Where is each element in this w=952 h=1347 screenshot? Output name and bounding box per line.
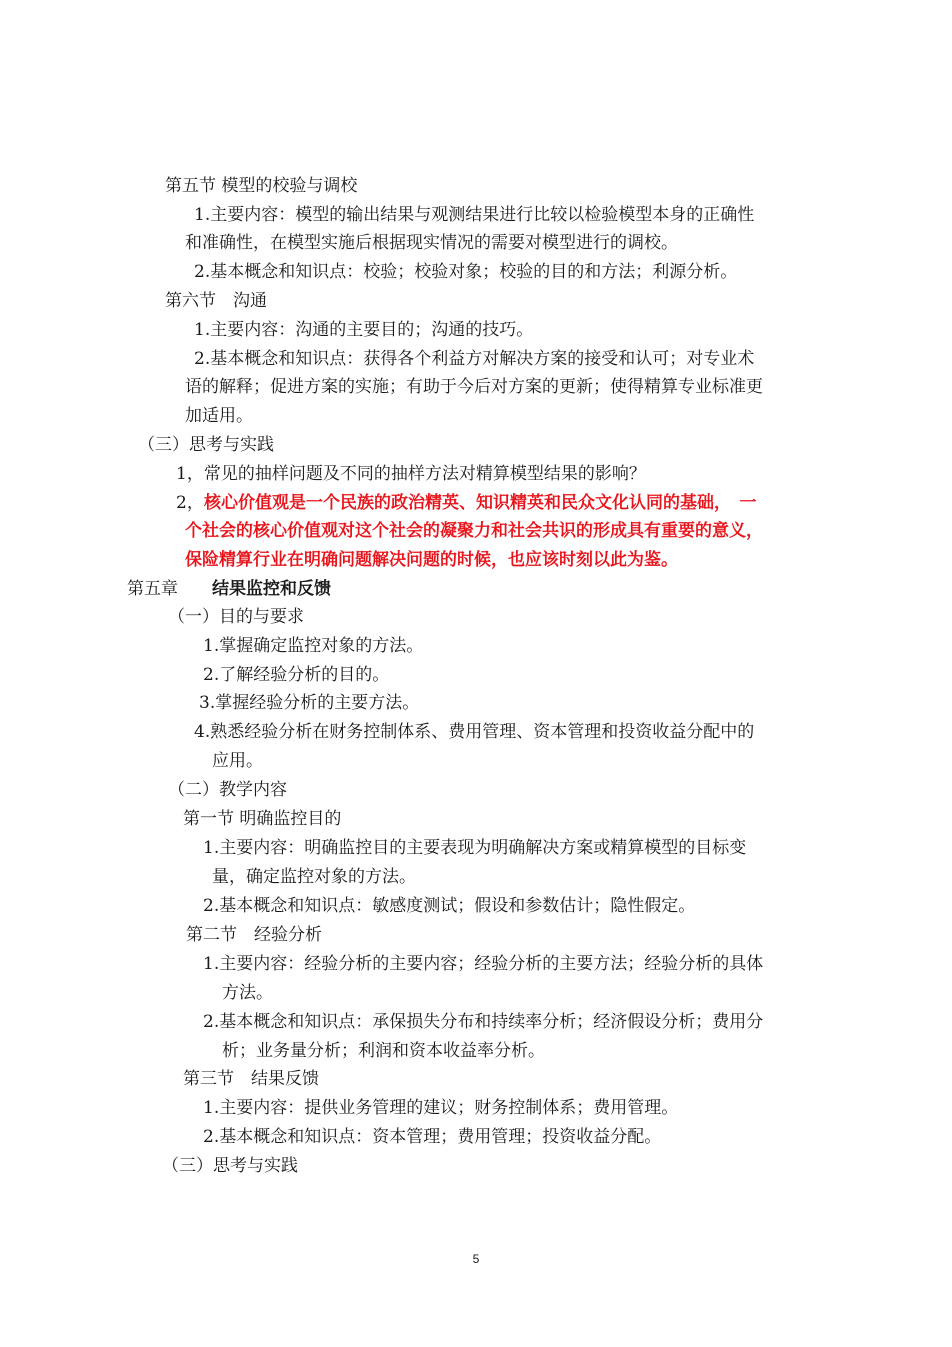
paragraph-line: 2.基本概念和知识点：承保损失分布和持续率分析；经济假设分析；费用分 [203, 1012, 764, 1032]
list-item: 1.掌握确定监控对象的方法。 [203, 636, 424, 656]
question-number: 2， [176, 493, 204, 513]
paragraph-line: 和准确性，在模型实施后根据现实情况的需要对模型进行的调校。 [185, 233, 678, 253]
paragraph-line: 2.基本概念和知识点：资本管理；费用管理；投资收益分配。 [203, 1127, 662, 1147]
subsection-heading: （一）目的与要求 [168, 607, 304, 627]
subsection-heading: （三）思考与实践 [138, 435, 274, 455]
paragraph-line: 方法。 [222, 983, 273, 1003]
paragraph-line: 2.基本概念和知识点：校验；校验对象；校验的目的和方法；利源分析。 [194, 262, 738, 282]
chapter-title: 结果监控和反馈 [212, 579, 331, 599]
paragraph-line: 1.主要内容：模型的输出结果与观测结果进行比较以检验模型本身的正确性 [194, 205, 755, 225]
list-item: 2.了解经验分析的目的。 [203, 665, 390, 685]
list-item: 3.掌握经验分析的主要方法。 [199, 693, 420, 713]
list-item: 4.熟悉经验分析在财务控制体系、费用管理、资本管理和投资收益分配中的 [194, 722, 755, 742]
paragraph-line: 1.主要内容：明确监控目的主要表现为明确解决方案或精算模型的目标变 [203, 838, 747, 858]
highlighted-question: 保险精算行业在明确问题解决问题的时候，也应该时刻以此为鉴。 [185, 550, 678, 570]
subsection-heading: （三）思考与实践 [162, 1156, 298, 1176]
list-item-continuation: 应用。 [212, 751, 263, 771]
question-line: 1，常见的抽样问题及不同的抽样方法对精算模型结果的影响？ [176, 464, 646, 484]
highlighted-question: 核心价值观是一个民族的政治精英、知识精英和民众文化认同的基础， 一 [204, 493, 757, 513]
chapter-label: 第五章 [127, 579, 195, 599]
section-heading-2: 第二节 经验分析 [186, 925, 322, 945]
section-heading-3: 第三节 结果反馈 [183, 1069, 319, 1089]
paragraph-line: 1.主要内容：经验分析的主要内容；经验分析的主要方法；经验分析的具体 [203, 954, 764, 974]
section-heading-5: 第五节 模型的校验与调校 [165, 176, 358, 196]
paragraph-line: 语的解释；促进方案的实施；有助于今后对方案的更新；使得精算专业标准更 [185, 377, 763, 397]
paragraph-line: 1.主要内容：沟通的主要目的；沟通的技巧。 [194, 320, 534, 340]
highlighted-question: 个社会的核心价值观对这个社会的凝聚力和社会共识的形成具有重要的意义， [185, 521, 763, 541]
section-heading-1: 第一节 明确监控目的 [183, 809, 342, 829]
paragraph-line: 析；业务量分析；利润和资本收益率分析。 [222, 1041, 545, 1061]
subsection-heading: （二）教学内容 [168, 780, 287, 800]
paragraph-line: 1.主要内容：提供业务管理的建议；财务控制体系；费用管理。 [203, 1098, 679, 1118]
page-number: 5 [472, 1252, 480, 1266]
paragraph-line: 加适用。 [185, 406, 253, 426]
paragraph-line: 2.基本概念和知识点：获得各个利益方对解决方案的接受和认可；对专业术 [194, 349, 755, 369]
paragraph-line: 量，确定监控对象的方法。 [212, 867, 416, 887]
section-heading-6: 第六节 沟通 [165, 291, 267, 311]
paragraph-line: 2.基本概念和知识点：敏感度测试；假设和参数估计；隐性假定。 [203, 896, 696, 916]
